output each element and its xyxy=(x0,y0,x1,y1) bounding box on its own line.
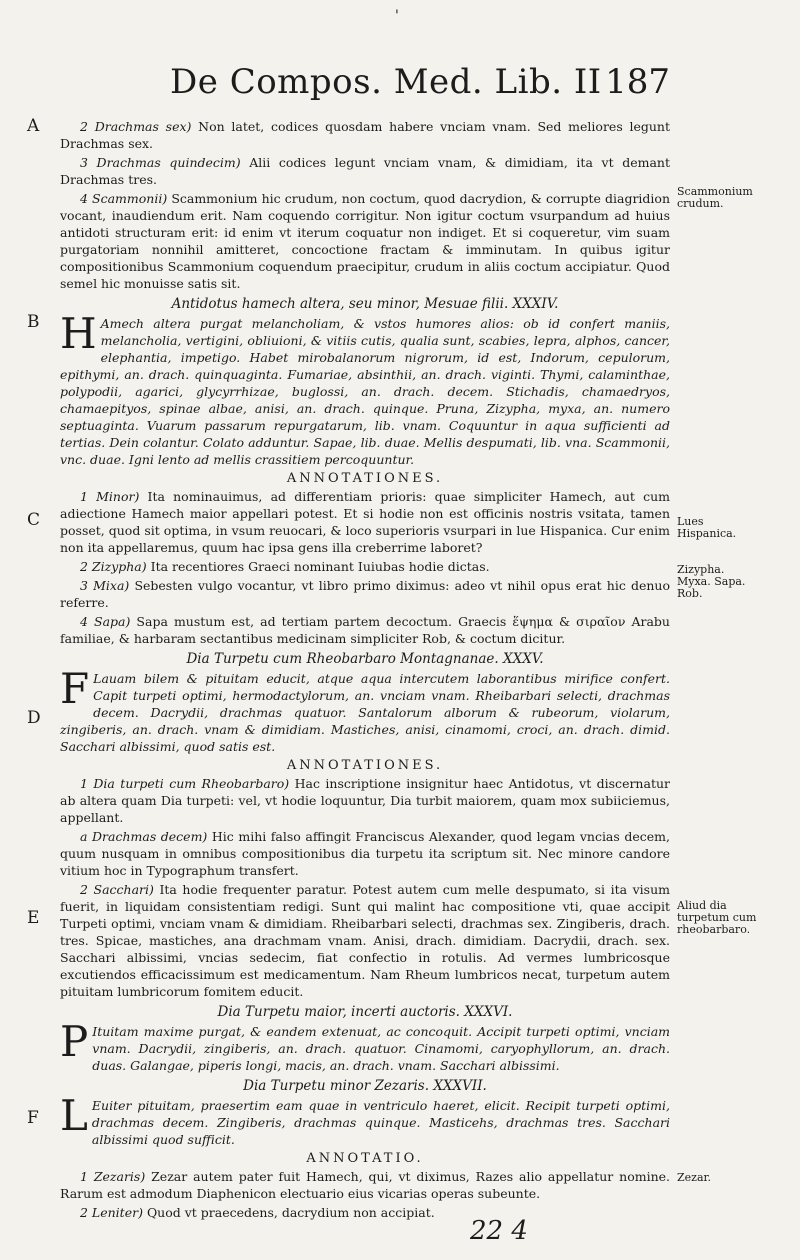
annotation-label: 4 Sapa) xyxy=(80,614,131,629)
annotatio-heading: ANNOTATIO. xyxy=(306,1151,424,1166)
main-text xyxy=(60,118,670,1223)
recipe-heading-xxxv: Dia Turpetu cum Rheobarbaro Montagnanae. XXXV. xyxy=(186,651,544,667)
annotation-text: Quod vt praecedens, dacrydium non accipiat. xyxy=(146,1205,435,1220)
annotationes-heading: ANNOTATIONES. xyxy=(286,758,444,773)
annotation-label: 1 Zezaris) xyxy=(80,1169,146,1184)
margin-note-zezar: Zezar. xyxy=(677,1171,712,1184)
annotation-item xyxy=(60,488,670,556)
annotation-item xyxy=(60,558,670,575)
recipe-body: Ituitam maxime purgat, & eandem extenuat, ac concoquit. Accipit turpeti optimi, vnciam vnam. Dacrydii, zingiberis, an. drach. quatuor. Cinamomi, caryophyllorum, an. drach. duas. Galangae, piperis longi, macis, an. drach. vnam. Sacchari albissimi. xyxy=(92,1024,670,1073)
dropcap: P xyxy=(60,1017,89,1066)
annotation-label: 2 Zizypha) xyxy=(80,559,147,574)
annotation-text: Ita recentiores Graeci nominant Iuiubas hodie dictas. xyxy=(150,559,490,574)
margin-letter-f: F xyxy=(27,1108,39,1128)
annotation-item xyxy=(60,828,670,879)
note-paragraph xyxy=(60,118,670,152)
recipe-text-xxxiv xyxy=(60,309,670,468)
dropcap: F xyxy=(60,664,90,713)
annotationes-heading: ANNOTATIONES. xyxy=(286,471,444,486)
annotation-label: 1 Dia turpeti cum Rheobarbaro) xyxy=(80,776,290,791)
margin-note-zizypha: Zizypha. Myxa. Sapa. Rob. xyxy=(677,563,746,600)
running-title: De Compos. Med. Lib. II xyxy=(170,62,602,102)
recipe-text-xxxvii xyxy=(60,1091,670,1148)
page-header xyxy=(170,62,670,110)
page-number: 187 xyxy=(605,62,670,102)
annotation-item xyxy=(60,613,670,647)
margin-note-scammonium: Scammonium crudum. xyxy=(677,185,753,210)
recipe-heading-xxxvii: Dia Turpetu minor Zezaris. XXXVII. xyxy=(243,1078,487,1094)
annotation-text: Hac inscriptione insignitur haec Antidotus, vt discernatur ab altera quam Dia turpeti: vel, vt hodie loquuntur, Dia turbit maiorem, quam mox subiiciemus, appellant. xyxy=(60,776,670,825)
recipe-heading-xxxvi: Dia Turpetu maior, incerti auctoris. XXXVI. xyxy=(217,1004,513,1020)
top-mark: ' xyxy=(395,8,399,24)
recipe-body: Euiter pituitam, praesertim eam quae in ventriculo haeret, elicit. Recipit turpeti optimi, drachmas decem. Zingiberis, drachmas quinque. Masticehs, drachmas tres. Sacchari albissimi quod sufficit. xyxy=(91,1098,670,1147)
annotation-item xyxy=(60,577,670,611)
annotation-text: Sebesten vulgo vocantur, vt libro primo diximus: adeo vt nihil opus erat hic denuo referre. xyxy=(60,578,670,610)
margin-letter-e: E xyxy=(27,908,40,928)
note-text: Scammonium hic crudum, non coctum, quod dacrydion, & corrupte diagridion vocant, inaudiendum erit. Nam coquendo corrigitur. Non igitur coctum vsurpandum ad huius antidoti structuram erit: id enim vt iterum coquatur non indiget. Et si coqueretur, vim suam purgatoriam nonnihil amitteret, concoctione fractam & imminutam. In quibus igitur compositionibus Scammonium coquendum praecipitur, crudum in aliis coctum accipiatur. Quod semel hic monuisse satis sit. xyxy=(60,191,670,291)
annotation-text: Sapa mustum est, ad tertiam partem decoctum. Graecis ἕψημα & σιραῖον Arabu familiae, & harbaram sectantibus medicinam simpliciter Rob, & coctum dicitur. xyxy=(60,614,670,646)
annotation-text: Ita nominauimus, ad differentiam prioris: quae simpliciter Hamech, aut cum adiectione Hamech maior appellari potest. Et si hodie non est officinis nostris vsitata, tamen posset, quod sit optima, in vsum reuocari, & loco superioris vsurpari in lue Hispanica. Cur enim non ita appellaremus, quum hac ipsa gens illa creberrime laboret? xyxy=(60,489,670,555)
annotation-text: Hic mihi falso affingit Franciscus Alexander, quod legam vncias decem, quum nusquam in omnibus compositionibus dia turpetu ita scriptum sit. Nec minore candore vitium hoc in Typographum transfert. xyxy=(60,829,670,878)
annotation-label: 2 Sacchari) xyxy=(80,882,154,897)
margin-letter-b: B xyxy=(27,312,40,332)
annotation-label: 1 Minor) xyxy=(80,489,140,504)
annotation-item xyxy=(60,1168,670,1202)
annotation-item xyxy=(60,1204,670,1221)
signature-mark: 22 4 xyxy=(470,1216,528,1246)
margin-letter-d: D xyxy=(27,708,41,728)
dropcap: H xyxy=(60,309,97,358)
dropcap: L xyxy=(60,1091,88,1140)
note-text: Non latet, codices quosdam habere vnciam vnam. Sed meliores legunt Drachmas sex. xyxy=(60,119,670,151)
note-paragraph xyxy=(60,190,670,292)
annotation-text: Zezar autem pater fuit Hamech, qui, vt diximus, Razes alio appellatur nomine. Rarum est admodum Diaphenicon electuario eius vicarias operas subeunte. xyxy=(60,1169,670,1201)
note-label: 3 Drachmas quindecim) xyxy=(80,155,241,170)
note-text: Alii codices legunt vnciam vnam, & dimidiam, ita vt demant Drachmas tres. xyxy=(60,155,670,187)
annotation-label: 3 Mixa) xyxy=(80,578,130,593)
margin-note-lues: Lues Hispanica. xyxy=(677,515,737,540)
recipe-body: Lauam bilem & pituitam educit, atque aqua intercutem laborantibus mirifice confert. Capit turpeti optimi, hermodactylorum, an. vnciam vnam. Rheibarbari selecti, drachmas decem. Dacrydii, drachmas quatuor. Santalorum alborum & rubeorum, violarum, zingiberis, an. drach. vnam & dimidiam. Mastiches, anisi, cinamomi, croci, an. drach. dimid. Sacchari albissimi, quod satis est. xyxy=(60,671,670,754)
margin-note-aliud: Aliud dia turpetum cum rheobarbaro. xyxy=(677,899,757,936)
margin-letter-c: C xyxy=(27,510,41,530)
annotation-label: 2 Leniter) xyxy=(80,1205,143,1220)
recipe-body: Amech altera purgat melancholiam, & vstos humores alios: ob id confert maniis, melancholia, vertigini, obliuioni, & vitiis cutis, qualia sunt, scabies, lepra, alphos, cancer, elephantia, impetigo. Habet mirobalanorum nigrorum, id est, Indorum, cepulorum, epithymi, an. drach. quinquaginta. Fumariae, absinthii, an. drach. viginti. Thymi, calaminthae, polypodii, agarici, glycyrrhizae, buglossi, an. drach. decem. Stichadis, chamaedryos, chamaepityos, spinae albae, anisi, an. drach. quinque. Pruna, Zizypha, myxa, an. numero septuaginta. Vuarum passarum repurgatarum, lib. vnam. Coquuntur in aqua sufficienti ad tertias. Dein colantur. Colato adduntur. Sapae, lib. duae. Mellis despumati, lib. vna. Scammonii, vnc. duae. Igni lento ad mellis crassitiem percoquuntur. xyxy=(60,316,670,467)
margin-letter-a: A xyxy=(27,116,40,136)
annotation-item xyxy=(60,775,670,826)
annotation-label: a Drachmas decem) xyxy=(80,829,208,844)
note-label: 2 Drachmas sex) xyxy=(80,119,192,134)
recipe-text-xxxvi xyxy=(60,1017,670,1074)
note-paragraph xyxy=(60,154,670,188)
recipe-heading-xxxiv: Antidotus hamech altera, seu minor, Mesuae filii. XXXIV. xyxy=(171,296,559,312)
note-label: 4 Scammonii) xyxy=(80,191,168,206)
annotation-text: Ita hodie frequenter paratur. Potest autem cum melle despumato, si ita visum fuerit, in liquidam consistentiam redigi. Sunt qui malint hac compositione vti, quae accipit Turpeti optimi, vnciam vnam & dimidiam. Rheibarbari selecti, drachmas sex. Zingiberis, drach. tres. Spicae, mastiches, ana drachmam vnam. Anisi, drach. dimidiam. Dacrydii, drach. sex. Sacchari albissimi, vncias sedecim, fiat confectio in rotulis. Ad vermes lumbricosque excutiendos efficacissimum est medicamentum. Nam Rheum lumbricos necat, turpetum autem pituitam lumbricorum fomitem educit. xyxy=(60,882,670,999)
recipe-text-xxxv xyxy=(60,664,670,755)
annotation-item xyxy=(60,881,670,1000)
